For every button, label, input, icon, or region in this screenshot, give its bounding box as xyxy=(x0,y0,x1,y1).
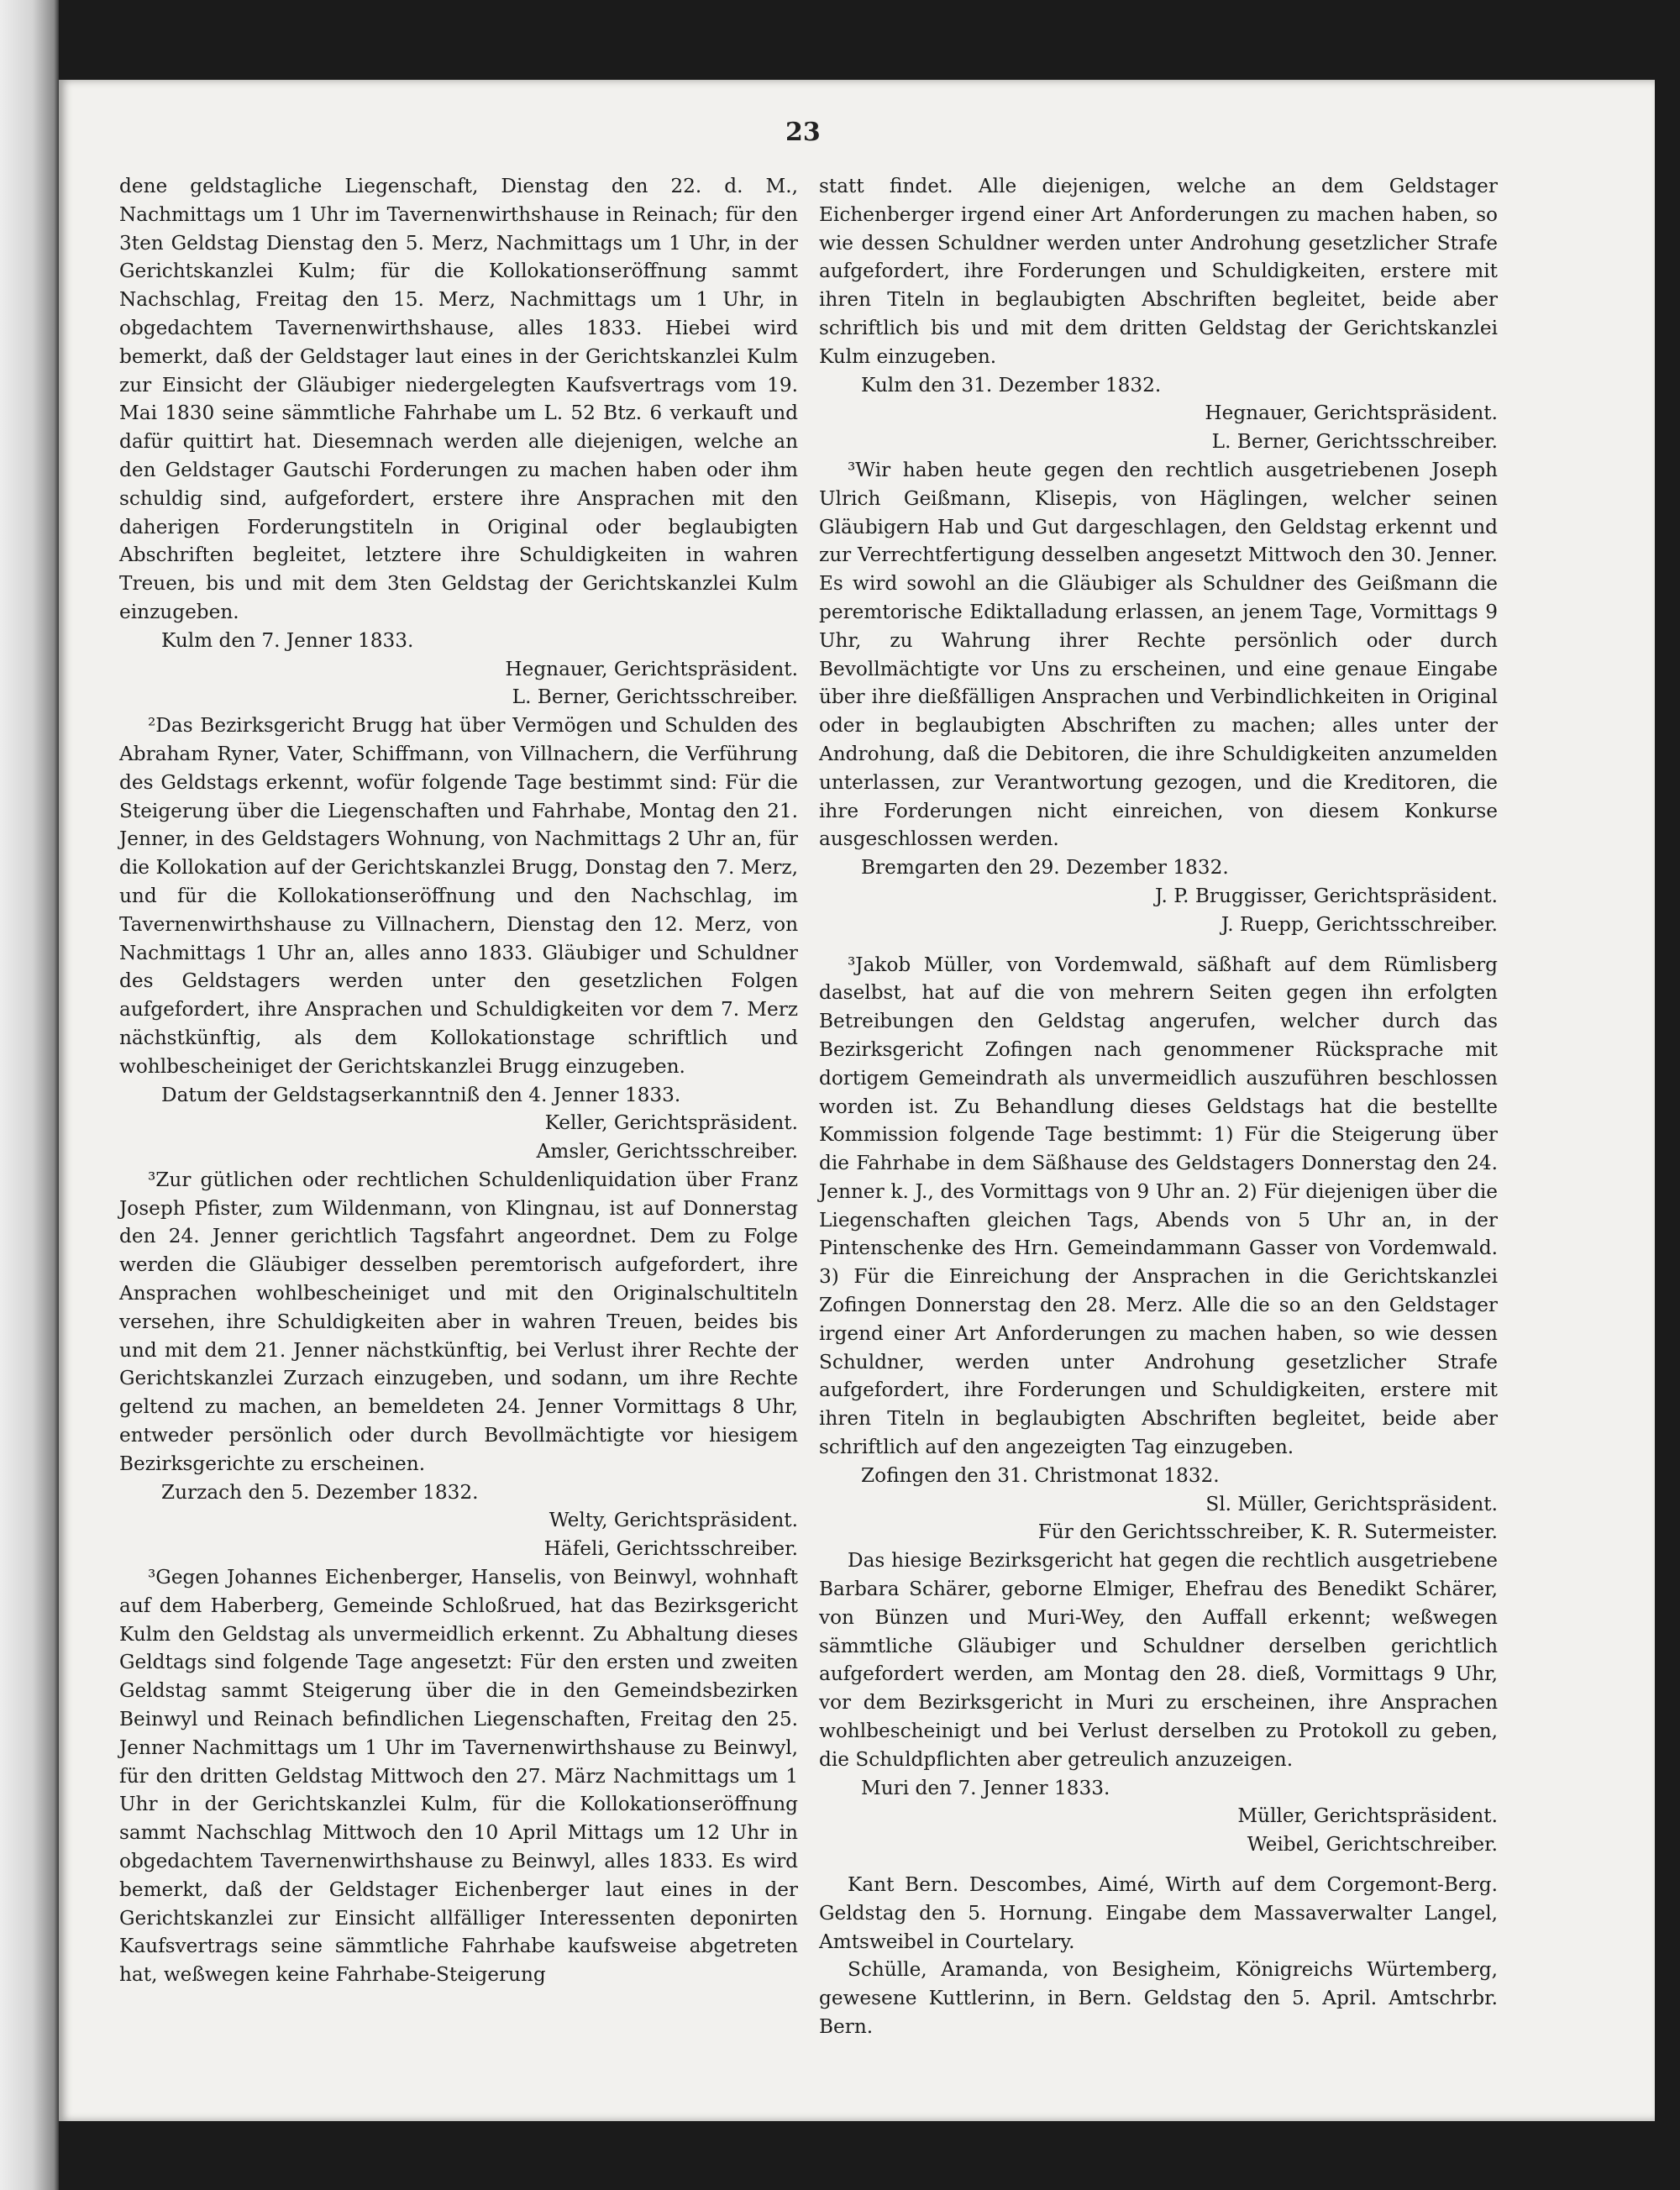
notice-zofingen-mueller-text: ³Jakob Müller, von Vordemwald, säßhaft auf dem Rümlisberg daselbst, hat auf die von mehrern Seiten gegen ihn erfolgten Betreibungen den Geldstag angerufen, welcher durch das Bezirksgericht Zofingen nach genommener Rücksprache mit dortigem Gemeindrath als unvermeidlich auszuführen beschlossen worden ist. Zu Behandlung dieses Geldstags hat die bestellte Kommission folgende Tage bestimmt: 1) Für die Steigerung über die Fahrhabe in dem Säßhause des Geldstagers Donnerstag den 24. Jenner k. J., des Vormittags von 9 Uhr an. 2) Für diejenigen über die Liegenschaften gleichen Tags, Abends von 5 Uhr an, in der Pintenschenke des Hrn. Gemeindammann Gasser von Vordemwald. 3) Für die Einreichung der Ansprachen in die Gerichtskanzlei Zofingen Donnerstag den 28. Merz. Alle die so an den Geldstager irgend einer Art Anforderungen zu machen haben, so wie dessen Schuldner, werden unter Androhung gesetzlicher Strafe aufgefordert, ihre Forderungen und Schuldigkeiten, erstere mit ihren Titeln in beglaubigten Abschriften begleitet, beide aber schriftlich auf den angezeigten Tag einzugeben. xyxy=(819,953,1498,1459)
notice-muri-schaerer-text: Das hiesige Bezirksgericht hat gegen die rechtlich ausgetriebene Barbara Schärer, geborne Elmiger, Ehefrau des Benedikt Schärer, von Bünzen und Muri-Wey, den Auffall erkennt; weßwegen sämmtliche Gläubiger und Schuldner derselben gerichtlich aufgefordert werden, am Montag den 28. dieß, Vormittags 9 Uhr, vor dem Bezirksgericht in Muri zu erscheinen, ihre Ansprachen wohlbescheinigt und bei Verlust derselben zu Protokoll zu geben, die Schuldpflichten aber getreulich anzuzeigen. xyxy=(819,1549,1498,1771)
page-number: 23 xyxy=(785,118,821,147)
notice-brugg-ryner-text: ²Das Bezirksgericht Brugg hat über Vermögen und Schulden des Abraham Ryner, Vater, Schiffmann, von Villnachern, die Verführung des Geldstags erkennt, wofür folgende Tage bestimmt sind: Für die Steigerung über die Liegenschaften und Fahrhabe, Montag den 21. Jenner, in des Geldstagers Wohnung, von Nachmittags 2 Uhr an, für die Kollokation auf der Gerichtskanzlei Brugg, Donstag den 7. Merz, und für die Kollokationseröffnung und den Nachschlag, im Tavernenwirthshause zu Villnachern, Dienstag den 12. Merz, von Nachmittags 1 Uhr an, alles anno 1833. Gläubiger und Schuldner des Geldstagers werden unter den gesetzlichen Folgen aufgefordert, ihre Ansprachen und Schuldigkeiten vor dem 7. Merz nächstkünftig, als dem Kollokationstage schriftlich und wohlbescheiniget der Gerichtskanzlei Brugg einzugeben. xyxy=(119,714,798,1078)
notice-date: Kulm den 31. Dezember 1832. xyxy=(861,373,1162,397)
signature-president: Hegnauer, Gerichtspräsident. xyxy=(505,657,798,680)
signature-president: Sl. Müller, Gerichtspräsident. xyxy=(1205,1492,1498,1515)
notice-zurzach-pfister-text: ³Zur gütlichen oder rechtlichen Schuldenliquidation über Franz Joseph Pfister, zum Wildenmann, von Klingnau, ist auf Donnerstag den 24. Jenner gerichtlich Tagsfahrt angeordnet. Dem zu Folge werden die Gläubiger desselben peremtorisch aufgefordert, ihre Ansprachen wohlbescheiniget und mit den Originalschultiteln versehen, ihre Schuldigkeiten aber in wahren Treuen, beides bis und mit dem 21. Jenner nächstkünftig, bei Verlust ihrer Rechte der Gerichtskanzlei Zurzach einzugeben, und sodann, um ihre Rechte geltend zu machen, an bemeldeten 24. Jenner Vormittags 8 Uhr, entweder persönlich oder durch Bevollmächtigte vor hiesigem Bezirksgerichte zu erscheinen. xyxy=(119,1168,798,1475)
notice-bern-schuelle-text: Schülle, Aramanda, von Besigheim, Königreichs Würtemberg, gewesene Kuttlerinn, in Bern. Geldstag den 5. April. Amtschrbr. Bern. xyxy=(819,1958,1498,2038)
signature-clerk: Weibel, Gerichtschreiber. xyxy=(1247,1833,1498,1857)
signature-clerk: J. Ruepp, Gerichtsschreiber. xyxy=(1221,912,1498,936)
notice-kulm-eichenberger-continued: statt findet. Alle diejenigen, welche an dem Geldstager Eichenberger irgend einer Art Anforderungen zu machen haben, so wie dessen Schuldner werden unter Androhung gesetzlicher Strafe aufgefordert, ihre Forderungen und Schuldigkeiten, erstere mit ihren Titeln in beglaubigten Abschriften begleitet, beide aber schriftlich bis und mit dem dritten Geldstag der Gerichtskanzlei Kulm einzugeben. xyxy=(819,175,1498,368)
signature-clerk: Für den Gerichtsschreiber, K. R. Sutermeister. xyxy=(1037,1520,1498,1544)
notice-date: Datum der Geldstagserkanntniß den 4. Jenner 1833. xyxy=(161,1083,681,1106)
notice-date: Kulm den 7. Jenner 1833. xyxy=(161,628,414,652)
signature-clerk: Amsler, Gerichtsschreiber. xyxy=(536,1140,798,1163)
notice-kulm-eichenberger-text: ³Gegen Johannes Eichenberger, Hanselis, von Beinwyl, wohnhaft auf dem Haberberg, Gemeinde Schloßrued, hat das Bezirksgericht Kulm den Geldstag als unvermeidlich erkennt. Zu Abhaltung dieses Geldtags sind folgende Tage angesetzt: Für den ersten und zweiten Geldstag sammt Steigerung über die in den Gemeindsbezirken Beinwyl und Reinach befindlichen Liegenschaften, Freitag den 25. Jenner Nachmittags um 1 Uhr im Tavernenwirthshause zu Beinwyl, für den dritten Geldstag Mittwoch den 27. März Nachmittags um 1 Uhr in der Gerichtskanzlei Kulm, für die Kollokationseröffnung sammt Nachschlag Mittwoch den 10 April Mittags um 12 Uhr in obgedachtem Tavernenwirthshause zu Beinwyl, alles 1833. Es wird bemerkt, daß der Geldstager Eichenberger laut eines in der Gerichtskanzlei zur Einsicht allfälliger Interessenten deponirten Kaufsvertrags seine sämmtliche Fahrhabe kaufsweise abgetreten hat, weßwegen keine Fahrhabe-Steigerung xyxy=(119,1566,798,1987)
book-gutter xyxy=(0,0,59,2190)
notice-kulm-gautschi-text: dene geldstagliche Liegenschaft, Dienstag den 22. d. M., Nachmittags um 1 Uhr im Tavernenwirthshause in Reinach; für den 3ten Geldstag Dienstag den 5. Merz, Nachmittags um 1 Uhr, in der Gerichtskanzlei Kulm; für die Kollokationseröffnung sammt Nachschlag, Freitag den 15. Merz, Nachmittags um 1 Uhr, in obgedachtem Tavernenwirthshause, alles 1833. Hiebei wird bemerkt, daß der Geldstager laut eines in der Gerichtskanzlei Kulm zur Einsicht der Gläubiger niedergelegten Kaufsvertrags vom 19. Mai 1830 seine sämmtliche Fahrhabe um L. 52 Btz. 6 verkauft und dafür quittirt hat. Diesemnach werden alle diejenigen, welche an den Geldstager Gautschi Forderungen zu machen haben oder ihm schuldig sind, aufgefordert, erstere ihre Ansprachen mit den daherigen Forderungstiteln in Original oder beglaubigten Abschriften begleitet, letztere ihre Schuldigkeiten in wahren Treuen, bis und mit dem 3ten Geldstag der Gerichtskanzlei Kulm einzugeben. xyxy=(119,175,798,623)
notice-date: Zofingen den 31. Christmonat 1832. xyxy=(861,1463,1220,1487)
signature-clerk: Häfeli, Gerichtsschreiber. xyxy=(543,1537,798,1561)
signature-president: Welty, Gerichtspräsident. xyxy=(549,1509,798,1532)
notice-date: Zurzach den 5. Dezember 1832. xyxy=(161,1480,479,1504)
notice-bern-descombes-text: Kant Bern. Descombes, Aimé, Wirth auf dem Corgemont-Berg. Geldstag den 5. Hornung. Eingabe dem Massaverwalter Langel, Amtsweibel in Courtelary. xyxy=(819,1873,1498,1953)
notice-date: Bremgarten den 29. Dezember 1832. xyxy=(861,856,1229,880)
notice-bremgarten-geissmann-text: ³Wir haben heute gegen den rechtlich ausgetriebenen Joseph Ulrich Geißmann, Klisepis, von Häglingen, welcher seinen Gläubigern Hab und Gut dargeschlagen, den Geldstag erkennt und zur Verrechtfertigung desselben angesetzt Mittwoch den 30. Jenner. Es wird sowohl an die Gläubiger als Schuldner des Geißmann die peremtorische Ediktalladung erlassen, an jenem Tage, Vormittags 9 Uhr, zu Wahrung ihrer Rechte persönlich oder durch Bevollmächtigte vor Uns zu erscheinen, und eine genaue Eingabe über ihre dießfälligen Ansprachen und Verbindlichkeiten in Original oder in beglaubigten Abschriften zu machen; alles unter der Androhung, daß die Debitoren, die ihre Schuldigkeiten anzumelden unterlassen, zur Verantwortung gezogen, und die Kreditoren, die ihre Forderungen nicht einreichen, von diesem Konkurse ausgeschlossen werden. xyxy=(819,458,1498,851)
signature-president: Keller, Gerichtspräsident. xyxy=(544,1111,798,1135)
signature-president: Hegnauer, Gerichtspräsident. xyxy=(1205,402,1498,425)
signature-president: Müller, Gerichtspräsident. xyxy=(1237,1804,1498,1828)
right-column xyxy=(819,172,1498,2041)
signature-president: J. P. Bruggisser, Gerichtspräsident. xyxy=(1155,884,1498,907)
notice-date: Muri den 7. Jenner 1833. xyxy=(861,1776,1110,1799)
signature-clerk: L. Berner, Gerichtsschreiber. xyxy=(1211,430,1498,454)
left-column xyxy=(119,172,798,1989)
signature-clerk: L. Berner, Gerichtsschreiber. xyxy=(512,685,798,709)
